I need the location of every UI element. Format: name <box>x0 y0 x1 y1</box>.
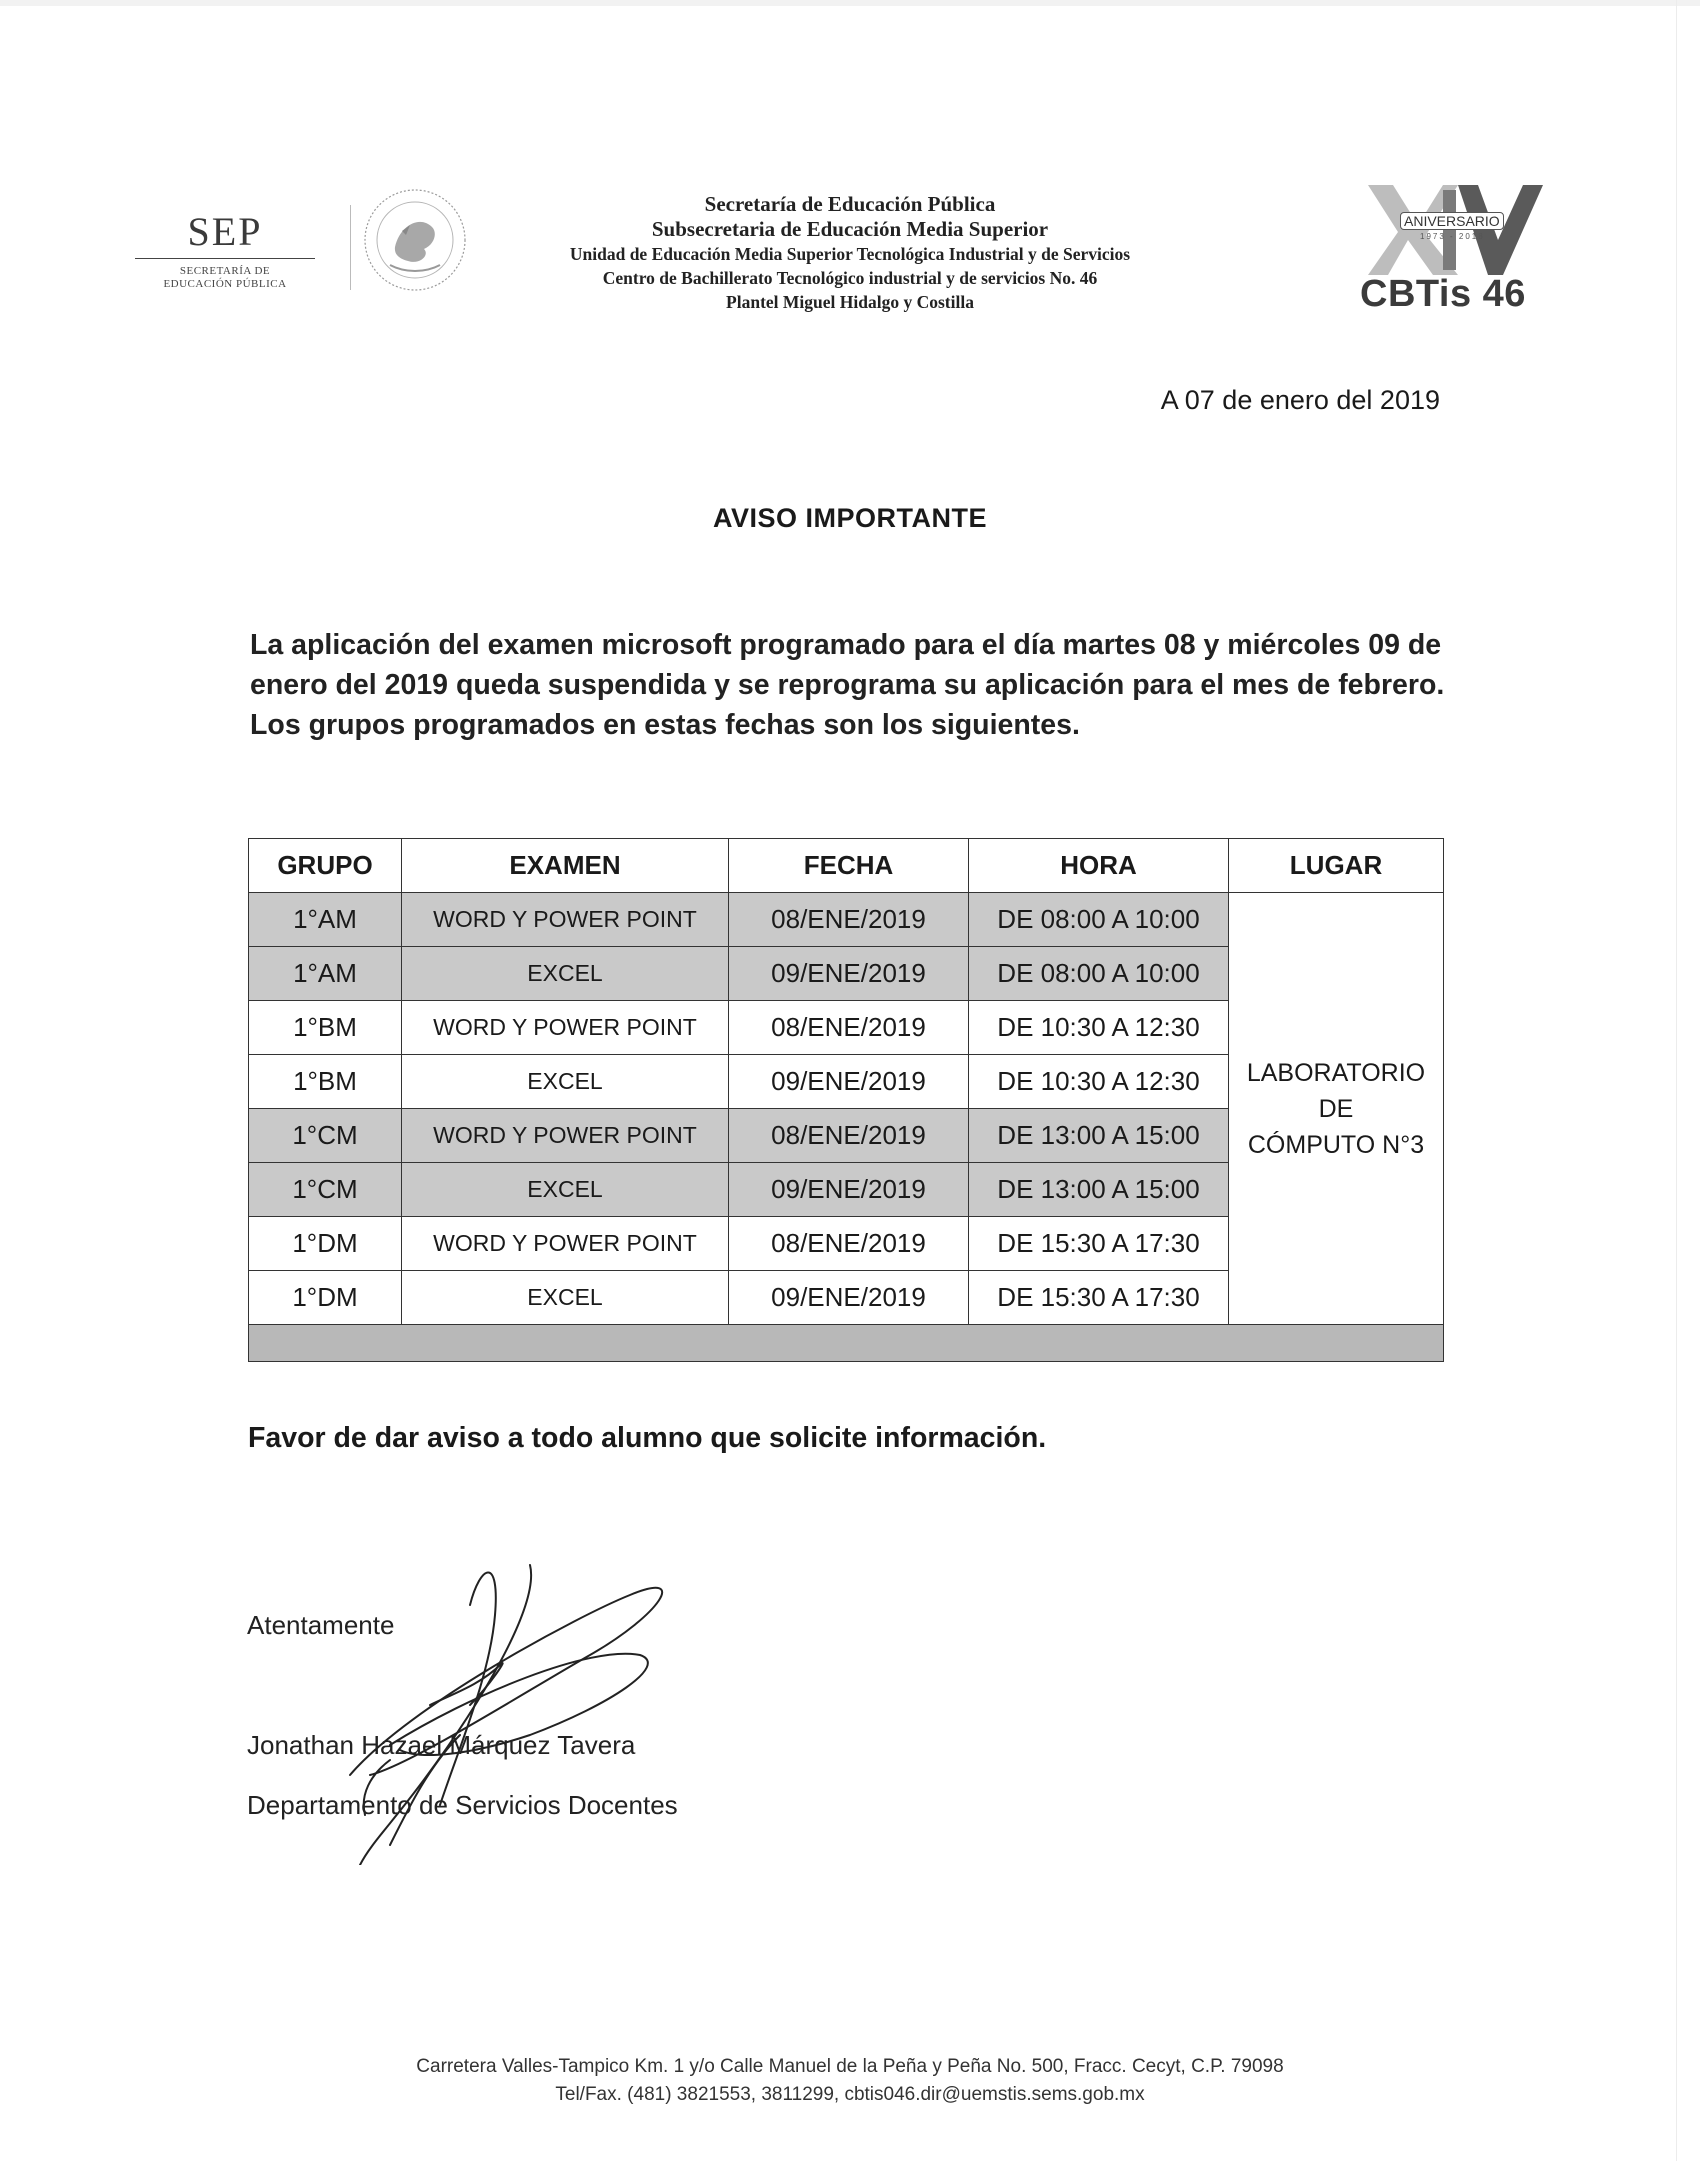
cell-examen: WORD Y POWER POINT <box>402 893 729 947</box>
cell-grupo: 1°BM <box>249 1055 402 1109</box>
cell-fecha: 08/ENE/2019 <box>729 1109 969 1163</box>
header-grupo: GRUPO <box>249 839 402 893</box>
lugar-line-2: DE <box>1318 1094 1354 1123</box>
cell-hora: DE 13:00 A 15:00 <box>969 1109 1229 1163</box>
cell-grupo: 1°DM <box>249 1217 402 1271</box>
notice-paragraph: La aplicación del examen microsoft programado para el día martes 08 y miércoles 09 de enero del 2019 queda suspendida y se reprograma su aplicación para el mes de febrero. Los grupos programados en estas fechas son los siguientes. <box>250 629 1445 741</box>
cell-hora: DE 08:00 A 10:00 <box>969 947 1229 1001</box>
cell-fecha: 09/ENE/2019 <box>729 1055 969 1109</box>
institution-line-2: Subsecretaria de Educación Media Superior <box>651 217 1049 241</box>
salutation: Atentamente <box>247 1610 395 1640</box>
scan-edge-top <box>0 0 1700 6</box>
institution-line-5: Plantel Miguel Hidalgo y Costilla <box>726 292 974 312</box>
cbtis-name: CBTis 46 <box>1360 273 1526 315</box>
cell-examen: WORD Y POWER POINT <box>402 1217 729 1271</box>
document-date: A 07 de enero del 2019 <box>1160 385 1440 415</box>
scan-edge-right <box>1676 0 1677 2161</box>
header-examen: EXAMEN <box>402 839 729 893</box>
cbtis-anniversary: ANIVERSARIO <box>1400 212 1504 230</box>
exam-schedule-table <box>248 838 1443 1365</box>
cell-hora: DE 13:00 A 15:00 <box>969 1163 1229 1217</box>
cell-grupo: 1°CM <box>249 1109 402 1163</box>
cell-fecha: 08/ENE/2019 <box>729 1001 969 1055</box>
cell-hora: DE 10:30 A 12:30 <box>969 1055 1229 1109</box>
cell-grupo: 1°CM <box>249 1163 402 1217</box>
sep-logo-rule <box>135 258 315 259</box>
cell-examen: EXCEL <box>402 1055 729 1109</box>
cell-fecha: 09/ENE/2019 <box>729 947 969 1001</box>
institution-header <box>470 192 1230 314</box>
table-header-row <box>249 839 1444 893</box>
cell-examen: WORD Y POWER POINT <box>402 1109 729 1163</box>
closing-text: Favor de dar aviso a todo alumno que solicite información. <box>248 1422 1047 1454</box>
cell-grupo: 1°BM <box>249 1001 402 1055</box>
notice-title: AVISO IMPORTANTE <box>712 503 987 533</box>
cell-examen: EXCEL <box>402 1271 729 1325</box>
institution-line-1: Secretaría de Educación Pública <box>704 192 996 216</box>
cell-grupo: 1°AM <box>249 947 402 1001</box>
table-row <box>249 893 1444 947</box>
handwritten-signature-icon <box>330 1545 710 1865</box>
schedule-table <box>248 838 1444 1362</box>
institution-line-3: Unidad de Educación Media Superior Tecnológica Industrial y de Servicios <box>569 244 1131 264</box>
cbtis-years: 1973 - 2018 <box>1420 232 1485 241</box>
sep-logo-subtitle-2: EDUCACIÓN PÚBLICA <box>163 278 287 290</box>
table-filler-cell <box>249 1325 1444 1362</box>
national-seal-icon <box>360 185 470 295</box>
header-lugar: LUGAR <box>1229 839 1444 893</box>
cell-fecha: 08/ENE/2019 <box>729 1217 969 1271</box>
header-divider <box>350 205 351 290</box>
cell-examen: WORD Y POWER POINT <box>402 1001 729 1055</box>
lugar-line-3: CÓMPUTO N°3 <box>1247 1130 1425 1159</box>
footer-address: Carretera Valles-Tampico Km. 1 y/o Calle Manuel de la Peña y Peña No. 500, Fracc. Cecyt, C.P. 79098 <box>416 2056 1284 2077</box>
cell-grupo: 1°DM <box>249 1271 402 1325</box>
sep-logo-word: SEP <box>187 209 263 254</box>
signer-name: Jonathan Hazael Márquez Tavera <box>247 1730 636 1760</box>
cell-hora: DE 08:00 A 10:00 <box>969 893 1229 947</box>
cell-hora: DE 15:30 A 17:30 <box>969 1271 1229 1325</box>
footer-contact: Tel/Fax. (481) 3821553, 3811299, cbtis046.dir@uemstis.sems.gob.mx <box>555 2084 1145 2105</box>
cell-fecha: 08/ENE/2019 <box>729 893 969 947</box>
header-fecha: FECHA <box>729 839 969 893</box>
document-footer <box>300 2053 1400 2109</box>
cbtis-xlv-mark-icon <box>1348 180 1558 280</box>
sep-logo-subtitle-1: SECRETARÍA DE <box>179 265 271 277</box>
header-hora: HORA <box>969 839 1229 893</box>
cell-fecha: 09/ENE/2019 <box>729 1163 969 1217</box>
cell-lugar <box>1229 893 1444 1325</box>
cell-examen: EXCEL <box>402 947 729 1001</box>
cell-hora: DE 10:30 A 12:30 <box>969 1001 1229 1055</box>
cell-grupo: 1°AM <box>249 893 402 947</box>
signer-department: Departamento de Servicios Docentes <box>247 1790 678 1820</box>
cell-hora: DE 15:30 A 17:30 <box>969 1217 1229 1271</box>
institution-line-4: Centro de Bachillerato Tecnológico industrial y de servicios No. 46 <box>602 268 1098 288</box>
cell-examen: EXCEL <box>402 1163 729 1217</box>
cbtis-logo <box>1348 180 1558 320</box>
table-filler-row <box>249 1325 1444 1362</box>
cell-fecha: 09/ENE/2019 <box>729 1271 969 1325</box>
sep-logo <box>135 210 315 300</box>
lugar-line-1: LABORATORIO <box>1246 1058 1426 1087</box>
